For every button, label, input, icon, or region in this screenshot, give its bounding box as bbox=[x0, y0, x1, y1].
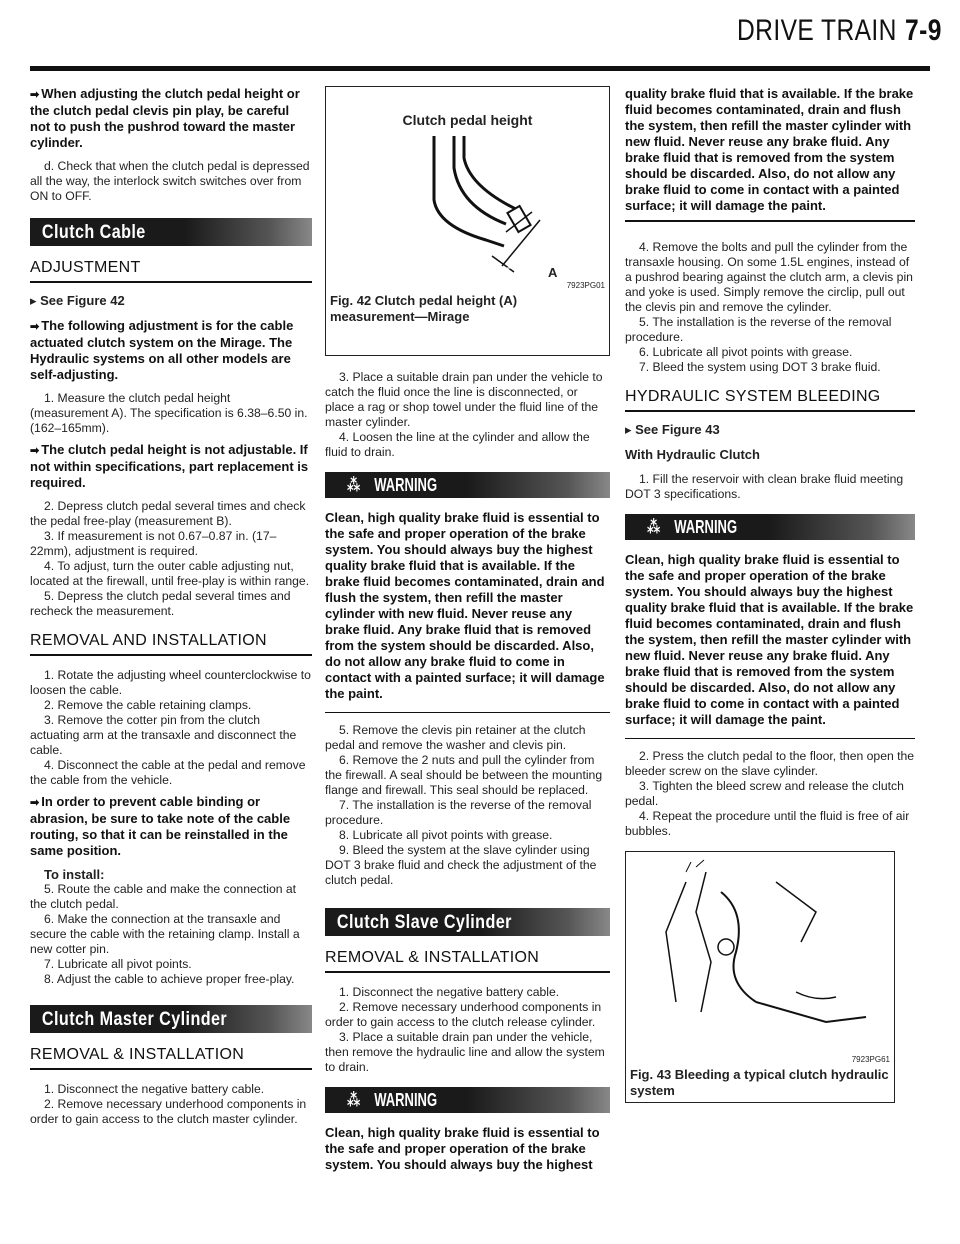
warning-text-2: Clean, high quality brake fluid is essential to the safe and proper operation of the brake system. You should always buy the highest bbox=[325, 1125, 600, 1172]
install-step: 5. Route the cable and make the connection at the clutch pedal. bbox=[30, 882, 297, 911]
column-3 bbox=[625, 80, 915, 1103]
removal-step: 4. Disconnect the cable at the pedal and remove the cable from the vehicle. bbox=[30, 758, 306, 787]
slave-step: 7. Bleed the system using DOT 3 brake fluid. bbox=[639, 360, 881, 374]
bleed-step: 3. Tighten the bleed screw and release the clutch pedal. bbox=[625, 779, 904, 808]
header-rule bbox=[30, 66, 930, 71]
figure-42 bbox=[325, 86, 610, 356]
note-arrow-icon: ➡ bbox=[30, 321, 40, 333]
warning-icon: ⁂ bbox=[347, 474, 361, 495]
removal-step: 2. Remove the cable retaining clamps. bbox=[44, 698, 252, 712]
warning-text-continued: quality brake fluid that is available. If the brake fluid becomes contaminated, drain and flush the system, then refill the master cylinder with new fluid. Never reuse any brake fluid. Any brake fluid that is removed from the system should be discarded. Also, do not allow any brake fluid to come in contact with a painted surface; it will damage the paint. bbox=[625, 86, 915, 222]
warning-banner-2: ⁂WARNING bbox=[325, 1087, 610, 1113]
figure-42-id: 7923PG01 bbox=[566, 281, 605, 290]
install-step: 6. Make the connection at the transaxle and secure the cable with the retaining clamp. Install a new cotter pin. bbox=[30, 912, 300, 956]
figure-42-title: Clutch pedal height bbox=[402, 112, 533, 128]
banner-clutch-master-cylinder: Clutch Master Cylinder bbox=[30, 1005, 312, 1033]
divider bbox=[625, 738, 915, 739]
warning-text-1: Clean, high quality brake fluid is essential to the safe and proper operation of the brake system. You should always buy the highest quality brake fluid that is available. If the brake fluid becomes contaminated, drain and flush the system, then refill the master cylinder with new fluid. Never reuse any brake fluid. Any brake fluid that is removed from the system should be discarded. Also, do not allow any brake fluid to come in contact with a painted surface; it will damage the paint. bbox=[325, 510, 605, 701]
install-step: 8. Adjust the cable to achieve proper free-play. bbox=[44, 972, 295, 986]
to-install-label: To install: bbox=[44, 867, 105, 882]
removal-step: 3. Remove the cotter pin from the clutch actuating arm at the transaxle and disconnect the cable. bbox=[30, 713, 297, 757]
removal-step: 1. Rotate the adjusting wheel counterclockwise to loosen the cable. bbox=[30, 668, 311, 697]
master-step: 6. Remove the 2 nuts and pull the cylinder from the firewall. A seal should be between the mounting flange and firewall. This seal should be replaced. bbox=[325, 753, 603, 797]
warning-banner-3: ⁂WARNING bbox=[625, 514, 915, 540]
bullet-icon: ▸ bbox=[30, 293, 41, 308]
pedal-diagram bbox=[326, 128, 609, 278]
adj-step: 1. Measure the clutch pedal height (measurement A). The specification is 6.38–6.50 in. (162–165mm). bbox=[30, 391, 308, 435]
column-1 bbox=[30, 80, 312, 1127]
section-removal-installation-2: REMOVAL & INSTALLATION bbox=[30, 1047, 312, 1070]
master-step: 5. Remove the clevis pin retainer at the clutch pedal and remove the washer and clevis pin. bbox=[325, 723, 586, 752]
figure-42-caption: Fig. 42 Clutch pedal height (A) measurement—Mirage bbox=[330, 293, 518, 324]
master-step: 7. The installation is the reverse of the removal procedure. bbox=[325, 798, 592, 827]
warning-icon: ⁂ bbox=[347, 1089, 361, 1110]
warning-banner-1: ⁂WARNING bbox=[325, 472, 610, 498]
note-not-adjustable: ➡ The clutch pedal height is not adjustable. If not within specifications, part replacement is required. bbox=[30, 442, 309, 490]
with-hydraulic-clutch: With Hydraulic Clutch bbox=[625, 447, 760, 462]
figure-43 bbox=[625, 851, 895, 1103]
note-arrow-icon: ➡ bbox=[30, 445, 40, 457]
banner-clutch-slave-cylinder: Clutch Slave Cylinder bbox=[325, 908, 610, 936]
section-adjustment: ADJUSTMENT bbox=[30, 260, 312, 283]
slave-step: 1. Disconnect the negative battery cable. bbox=[339, 985, 560, 999]
page-header bbox=[737, 14, 942, 48]
figure-43-id: 7923PG61 bbox=[851, 1055, 890, 1064]
slave-step: 3. Place a suitable drain pan under the vehicle, then remove the hydraulic line and allow the system to drain. bbox=[325, 1030, 605, 1074]
master-step: 1. Disconnect the negative battery cable. bbox=[44, 1082, 265, 1096]
bleed-step: 1. Fill the reservoir with clean brake fluid meeting DOT 3 specifications. bbox=[625, 472, 904, 501]
master-step: 3. Place a suitable drain pan under the vehicle to catch the fluid once the line is disconnected, or place a rag or shop towel under the fluid line of the master cylinder. bbox=[325, 370, 603, 429]
see-figure-43[interactable]: ▸ See Figure 43 bbox=[625, 422, 720, 437]
master-step: 2. Remove necessary underhood components in order to gain access to the clutch master cylinder. bbox=[30, 1097, 307, 1126]
master-step: 9. Bleed the system at the slave cylinder using DOT 3 brake fluid and check the adjustment of the clutch pedal. bbox=[325, 843, 597, 887]
note-arrow-icon: ➡ bbox=[30, 797, 40, 809]
note-mirage: ➡ The following adjustment is for the cable actuated clutch system on the Mirage. The Hydraulic systems on all other models are self-adjusting. bbox=[30, 318, 294, 382]
warning-icon: ⁂ bbox=[647, 516, 661, 537]
slave-step: 6. Lubricate all pivot points with grease. bbox=[639, 345, 853, 359]
page-number: 7-9 bbox=[905, 14, 942, 47]
adj-step: 3. If measurement is not 0.67–0.87 in. (17–22mm), adjustment is required. bbox=[30, 529, 277, 558]
bleed-step: 4. Repeat the procedure until the fluid is free of air bubbles. bbox=[625, 809, 910, 838]
step-d: d. Check that when the clutch pedal is depressed all the way, the interlock switch switches over from ON to OFF. bbox=[30, 159, 310, 203]
figure-42-label-a: A bbox=[548, 265, 558, 280]
master-step: 8. Lubricate all pivot points with grease. bbox=[339, 828, 553, 842]
bullet-icon: ▸ bbox=[625, 422, 636, 437]
slave-step: 5. The installation is the reverse of the removal procedure. bbox=[625, 315, 892, 344]
section-hydraulic-bleeding: HYDRAULIC SYSTEM BLEEDING bbox=[625, 389, 915, 412]
adj-step: 2. Depress clutch pedal several times and check the pedal free-play (measurement B). bbox=[30, 499, 306, 528]
install-step: 7. Lubricate all pivot points. bbox=[44, 957, 192, 971]
adj-step: 5. Depress the clutch pedal several times and recheck the measurement. bbox=[30, 589, 291, 618]
note-arrow-icon: ➡ bbox=[30, 89, 40, 101]
slave-step: 4. Remove the bolts and pull the cylinder from the transaxle housing. On some 1.5L engines, instead of a pushrod bearing against the clutch arm, a clevis pin and yoke is used. Simply remove the circlip, pull out the clevis pin and remove the cylinder. bbox=[625, 240, 913, 314]
banner-clutch-cable: Clutch Cable bbox=[30, 218, 312, 246]
note-pedal-height: ➡ When adjusting the clutch pedal height or the clutch pedal clevis pin play, be careful not to push the pushrod toward the master cylinder. bbox=[30, 86, 300, 150]
master-step: 4. Loosen the line at the cylinder and allow the fluid to drain. bbox=[325, 430, 590, 459]
chapter-title: DRIVE TRAIN bbox=[737, 14, 898, 47]
adj-step: 4. To adjust, turn the outer cable adjusting nut, located at the firewall, until free-play is within range. bbox=[30, 559, 310, 588]
warning-text-3: Clean, high quality brake fluid is essential to the safe and proper operation of the brake system. You should always buy the highest quality brake fluid that is available. If the brake fluid becomes contaminated, drain and flush the system, then refill the master cylinder with new fluid. Never reuse any brake fluid. Any brake fluid that is removed from the system should be discarded. Also, do not allow any brake fluid to come in contact with a painted surface; it will damage the paint. bbox=[625, 552, 914, 727]
note-cable-routing: ➡ In order to prevent cable binding or abrasion, be sure to take note of the cable routing, so that it can be reinstalled in the same position. bbox=[30, 794, 291, 858]
bleed-step: 2. Press the clutch pedal to the floor, then open the bleeder screw on the slave cylinder. bbox=[625, 749, 915, 778]
section-removal-installation-3: REMOVAL & INSTALLATION bbox=[325, 950, 610, 973]
bleeding-diagram bbox=[626, 852, 892, 1052]
figure-43-caption: Fig. 43 Bleeding a typical clutch hydraulic system bbox=[630, 1067, 889, 1098]
divider bbox=[325, 712, 610, 713]
section-removal-installation: REMOVAL AND INSTALLATION bbox=[30, 633, 312, 656]
slave-step: 2. Remove necessary underhood components in order to gain access to the clutch release cylinder. bbox=[325, 1000, 602, 1029]
column-2 bbox=[325, 80, 610, 1183]
see-figure-42[interactable]: ▸ See Figure 42 bbox=[30, 293, 125, 308]
